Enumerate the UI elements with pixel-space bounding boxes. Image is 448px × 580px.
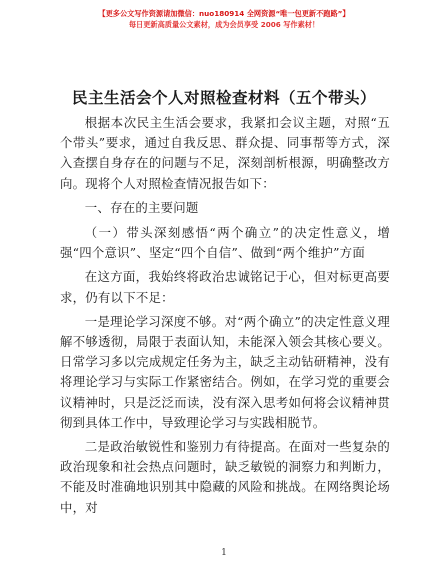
document-body: [60, 113, 390, 522]
body-paragraph: 一是理论学习深度不够。对“两个确立”的决定性意义理解不够透彻，局限于表面认知，未能深入领会其核心要义。日常学习多以完成规定任务为主，缺乏主动钻研精神，没有将理论学习与实际工作紧密结合。例如，在学习党的重要会议精神时，只是泛泛而读，没有深入思考如何将会议精神贯彻到具体工作中，导致理论学习与实践相脱节。: [60, 313, 390, 430]
body-paragraph: 二是政治敏锐性和鉴别力有待提高。在面对一些复杂的政治现象和社会热点问题时，缺乏敏锐的洞察力和判断力，不能及时准确地识别其中隐藏的风险和挑战。在网络舆论场中，对: [60, 439, 390, 515]
banner-subscribe-line: 每日更新高质量公文素材，成为会员享受 2006 写作素材！: [128, 20, 320, 29]
intro-paragraph: 根据本次民主生活会要求，我紧扣会议主题，对照“五个带头”要求，通过自我反思、群众提、同事帮等方式，深入查摆自身存在的问题与不足，深刻剖析根源，明确整改方向。现将个人对照检查情况报告如下：: [60, 115, 390, 191]
banner-promo-line: 【更多公文写作资源请加微信：nuo180914 全网资源“唯一包更新不跑路”】: [98, 9, 350, 18]
section-heading: 一、存在的主要问题: [84, 199, 199, 215]
document-title: 民主生活会个人对照检查材料（五个带头）: [71, 89, 376, 107]
subsection-heading: （一）带头深刻感悟“两个确立”的决定性意义，增强“四个意识”、坚定“四个自信”、做到“两个维护”方面: [60, 225, 390, 261]
body-paragraph: 在这方面，我始终将政治忠诚铭记于心，但对标更高要求，仍有以下不足：: [60, 269, 390, 305]
header-banner: [0, 8, 448, 30]
page-number: 1: [221, 548, 227, 558]
